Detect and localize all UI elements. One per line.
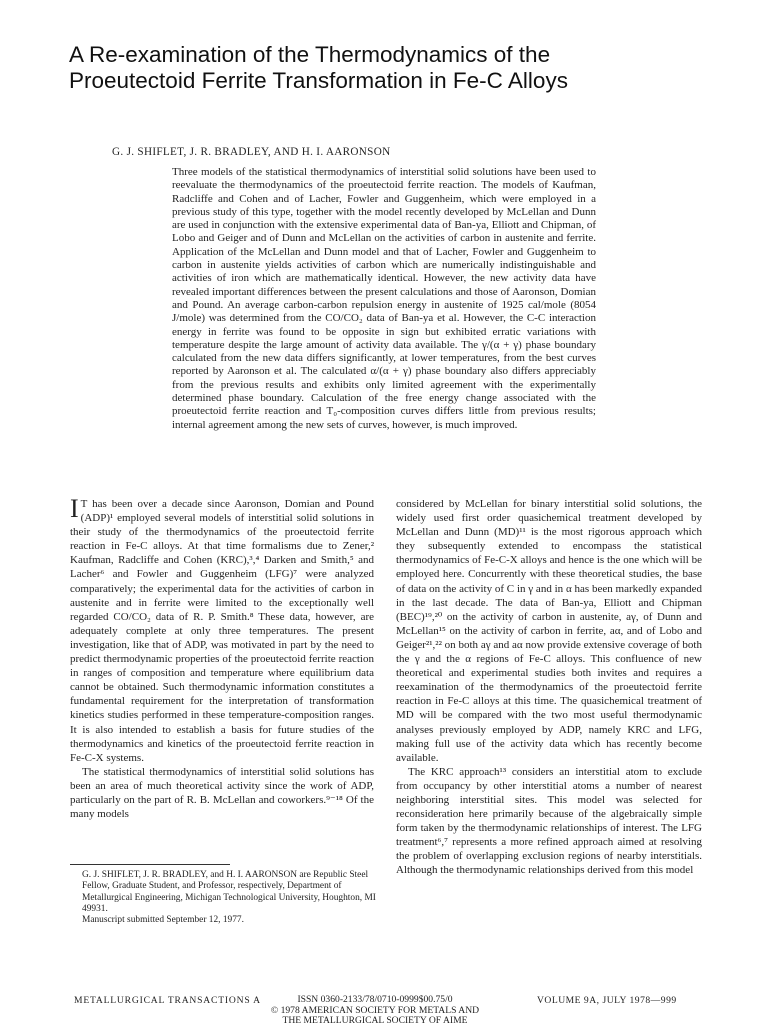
body-column-left bbox=[70, 494, 374, 821]
paper-title: A Re-examination of the Thermodynamics of the Proeutectoid Ferrite Transformation in Fe-C Alloys bbox=[69, 42, 568, 93]
journal-name: METALLURGICAL TRANSACTIONS A bbox=[74, 995, 261, 1006]
volume-page: VOLUME 9A, JULY 1978—999 bbox=[537, 995, 677, 1006]
body-paragraph: The statistical thermodynamics of interstitial solid solutions has been an area of much theoretical activity since the work of ADP, particularly on the part of R. B. McLellan and coworkers.⁹⁻¹⁸ Of the many models bbox=[70, 765, 374, 821]
intro-paragraph bbox=[70, 494, 374, 765]
publisher-info bbox=[250, 995, 500, 1027]
abstract: Three models of the statistical thermodynamics of interstitial solid solutions have been used to reevaluate the thermodynamics of the proeutectoid ferrite reaction. The models of Kaufman, Radcliffe and Cohen and of Lacher, Fowler and Guggenheim, which were employed in a previous study of this type, together with the model recently developed by McLellan and Dunn are used in conjunction with the extensive experimental data of Ban-ya, Elliott and Chipman, of Lobo and Geiger and of Dunn and McLellan on the activities of carbon in austenite and ferrite. Application of the McLellan and Dunn model and that of Lacher, Fowler and Guggenheim to carbon in austenite yields activities of carbon which are numerically indistinguishable and activities of iron which are mathematically identical. However, the new activity data have revealed important differences between the present calculations and those of Aaronson, Domian and Pound. An average carbon-carbon repulsion energy in austenite of 1925 cal/mole (8054 J/mole) was determined from the CO/CO₂ data of Ban-ya et al. However, the C-C interaction energy in ferrite was found to be opposite in sign but exhibited erratic variations with temperature despite the large amount of activity data available. The γ/(α + γ) phase boundary calculated from the new data differs significantly, at lower temperatures, from the best curves reported by Aaronson et al. The calculated α/(α + γ) phase boundary also differs appreciably from the previous results and exhibits only limited agreement with the experimentally determined phase boundary. Calculation of the free energy change associated with the proeutectoid ferrite reaction and T₀-composition curves differs little from previous results; internal agreement among the new sets of curves, however, is much improved. bbox=[172, 166, 596, 431]
submission-date: Manuscript submitted September 12, 1977. bbox=[82, 915, 244, 926]
footnote-divider bbox=[70, 864, 230, 865]
footnote bbox=[82, 870, 380, 926]
author-list: G. J. SHIFLET, J. R. BRADLEY, AND H. I. AARONSON bbox=[112, 146, 391, 158]
body-column-right bbox=[396, 497, 702, 878]
copyright-line: © 1978 AMERICAN SOCIETY FOR METALS AND bbox=[270, 1004, 480, 1016]
author-affiliation: G. J. SHIFLET, J. R. BRADLEY, and H. I. AARONSON are Republic Steel Fellow, Graduate Student, and Professor, respectively, Department of Metallurgical Engineering, Michigan Technological University, Houghton, MI 49931. bbox=[82, 870, 376, 914]
drop-cap: I bbox=[70, 494, 79, 523]
issn-line: ISSN 0360-2133/78/0710-0999$00.75/0 bbox=[297, 994, 453, 1005]
body-paragraph: The KRC approach¹³ considers an interstitial atom to exclude from occupancy by other interstitial atoms a number of nearest neighboring interstitial sites. This model was selected for reconsideration here primarily because of the algebraically simple form taken by the thermodynamic relationships of interest. The LFG treatment⁶,⁷ represents a more refined approach aimed at resolving the problem of overlapping exclusion regions of nearby interstitials. Although the thermodynamic relationships derived from this model bbox=[396, 765, 702, 877]
society-line: THE METALLURGICAL SOCIETY OF AIME bbox=[282, 1015, 468, 1026]
intro-paragraph-text: T has been over a decade since Aaronson, Domian and Pound (ADP)¹ employed several models of interstitial solid solutions in their study of the thermodynamics of the proeutectoid ferrite reaction in Fe-C alloys. At that time formalisms due to Zener,² Kaufman, Radcliffe and Cohen (KRC),³,⁴ Darken and Smith,⁵ and Lacher⁶ and Fowler and Guggenheim (LFG)⁷ were analyzed comparatively; the experimental data for the activities of carbon in austenite and in ferrite were limited to the exceptionally well regarded CO/CO₂ data of R. P. Smith.⁸ These data, however, are adequately complete at only three temperatures. The present investigation, like that of ADP, was motivated in part by the need to predict thermodynamic properties of the proeutectoid ferrite reaction in ranges of composition and temperature where equilibrium data cannot be obtained. Such thermodynamic information constitutes a fundamental requirement for the interpretation of transformation kinetics studies performed in these temperature-composition ranges. It is also intended to establish a basis for future studies of the thermodynamics and kinetics of the proeutectoid ferrite reaction in Fe-C-X systems. bbox=[70, 498, 374, 764]
body-paragraph: considered by McLellan for binary interstitial solid solutions, the widely used first order quasichemical treatment developed by McLellan and Dunn (MD)¹¹ is the most rigorous approach which they subsequently extended to encompass the statistical thermodynamics of Fe-C-X alloys and hence is the one which will be employed here. Concurrently with these theoretical studies, the base of data on the activity of C in γ and in α has been markedly expanded in the last decade. The data of Ban-ya, Elliott and Chipman (BEC)¹⁹,²⁰ on the activity of carbon in austenite, aγ, of Dunn and McLellan¹⁵ on the activity of carbon in ferrite, aα, and of Lobo and Geiger²¹,²² on both aγ and aα now provide extensive coverage of both the γ and the α regions of Fe-C alloys. This confluence of new theoretical and experimental studies both invites and requires a reexamination of the thermodynamics of the proeutectoid ferrite reaction in Fe-C alloys at this time. The quasichemical treatment of MD will be compared with the two most useful thermodynamic analyses previously employed by ADP, namely KRC and LFG, making full use of the activity data which has recently become available. bbox=[396, 498, 702, 764]
